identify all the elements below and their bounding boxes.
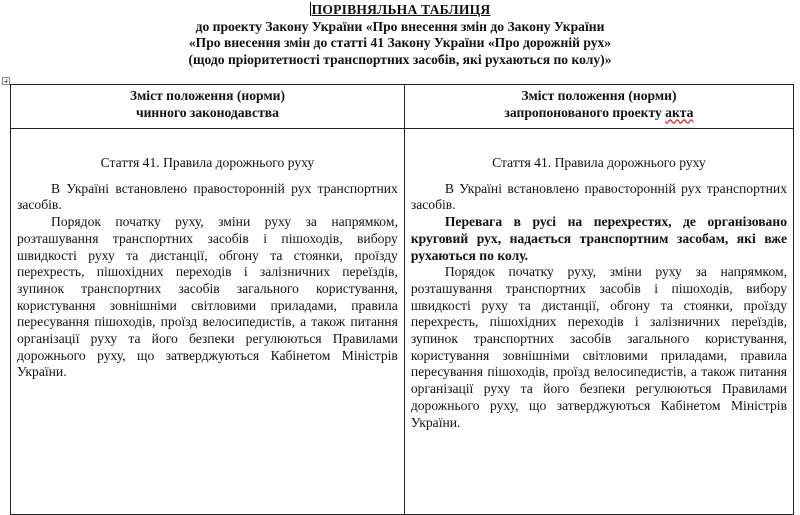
left-header-line-1: Зміст положення (норми) — [129, 88, 285, 103]
left-article-heading: Стаття 41. Правила дорожнього руху — [100, 155, 315, 170]
document-subtitle-line-2: «Про внесення змін до статті 41 Закону України «Про дорожній рух» — [188, 35, 612, 51]
table-header-row — [11, 85, 794, 129]
document-subtitle-line-1: до проекту Закону України «Про внесення змін до Закону України — [195, 18, 605, 34]
right-header-line-2 — [411, 105, 787, 122]
right-article-heading: Стаття 41. Правила дорожнього руху — [492, 155, 706, 170]
table-body-row — [11, 129, 794, 515]
right-header-line-1: Зміст положення (норми) — [521, 88, 677, 103]
table-move-handle-icon[interactable] — [2, 77, 10, 85]
document-header — [0, 2, 800, 68]
right-paragraph-new-provision: Перевага в русі на перехрестях, де організовано круговий рух, надається транспортним засобам, які вже рухаються по колу. — [410, 214, 787, 263]
right-paragraph: В Україні встановлено правосторонній рух транспортних засобів. — [410, 180, 787, 213]
spellcheck-flagged-word[interactable]: акта — [665, 104, 694, 120]
right-header-line-2-text: запропонованого проекту — [504, 104, 666, 120]
document-title: ПОРІВНЯЛЬНА ТАБЛИЦЯ — [311, 2, 491, 17]
left-paragraph: В Україні встановлено правосторонній рух транспортних засобів. — [17, 180, 398, 213]
right-column-header[interactable] — [404, 85, 793, 129]
proposed-law-cell[interactable] — [404, 129, 793, 515]
document-subtitle-line-3: (щодо пріоритетності транспортних засобів, які рухаються по колу)» — [188, 51, 612, 67]
left-paragraph: Порядок початку руху, зміни руху за напрямком, розташування транспортних засобів і пішоходів, вибору швидкості руху та дистанції, обгону та стоянки, проїзду перехресть, пішохідних переходів і залізничних переїздів, зупинок транспортних засобів загального користування, користування зовнішніми світловими приладами, правила пересування пішоходів, проїзд велосипедистів, а також питання організації руху та його безпеки регулюються Правилами дорожнього руху, що затверджуються Кабінетом Міністрів України. — [17, 214, 398, 380]
left-column-header[interactable] — [11, 85, 405, 129]
text-cursor — [310, 2, 311, 16]
document-title-line — [0, 2, 800, 19]
current-law-cell[interactable] — [11, 129, 405, 515]
right-paragraph: Порядок початку руху, зміни руху за напрямком, розташування транспортних засобів і пішоходів, вибору швидкості руху та дистанції, обгону та стоянки, проїзду перехресть, пішохідних переходів і залізничних переїздів, зупинок транспортних засобів загального користування, користування зовнішніми світловими приладами, правила пересування пішоходів, проїзд велосипедистів, а також питання організації руху та його безпеки регулюються Правилами дорожнього руху, що затверджуються Кабінетом Міністрів України. — [410, 264, 787, 430]
comparison-table — [10, 84, 794, 515]
left-header-line-2: чинного законодавства — [135, 104, 279, 120]
